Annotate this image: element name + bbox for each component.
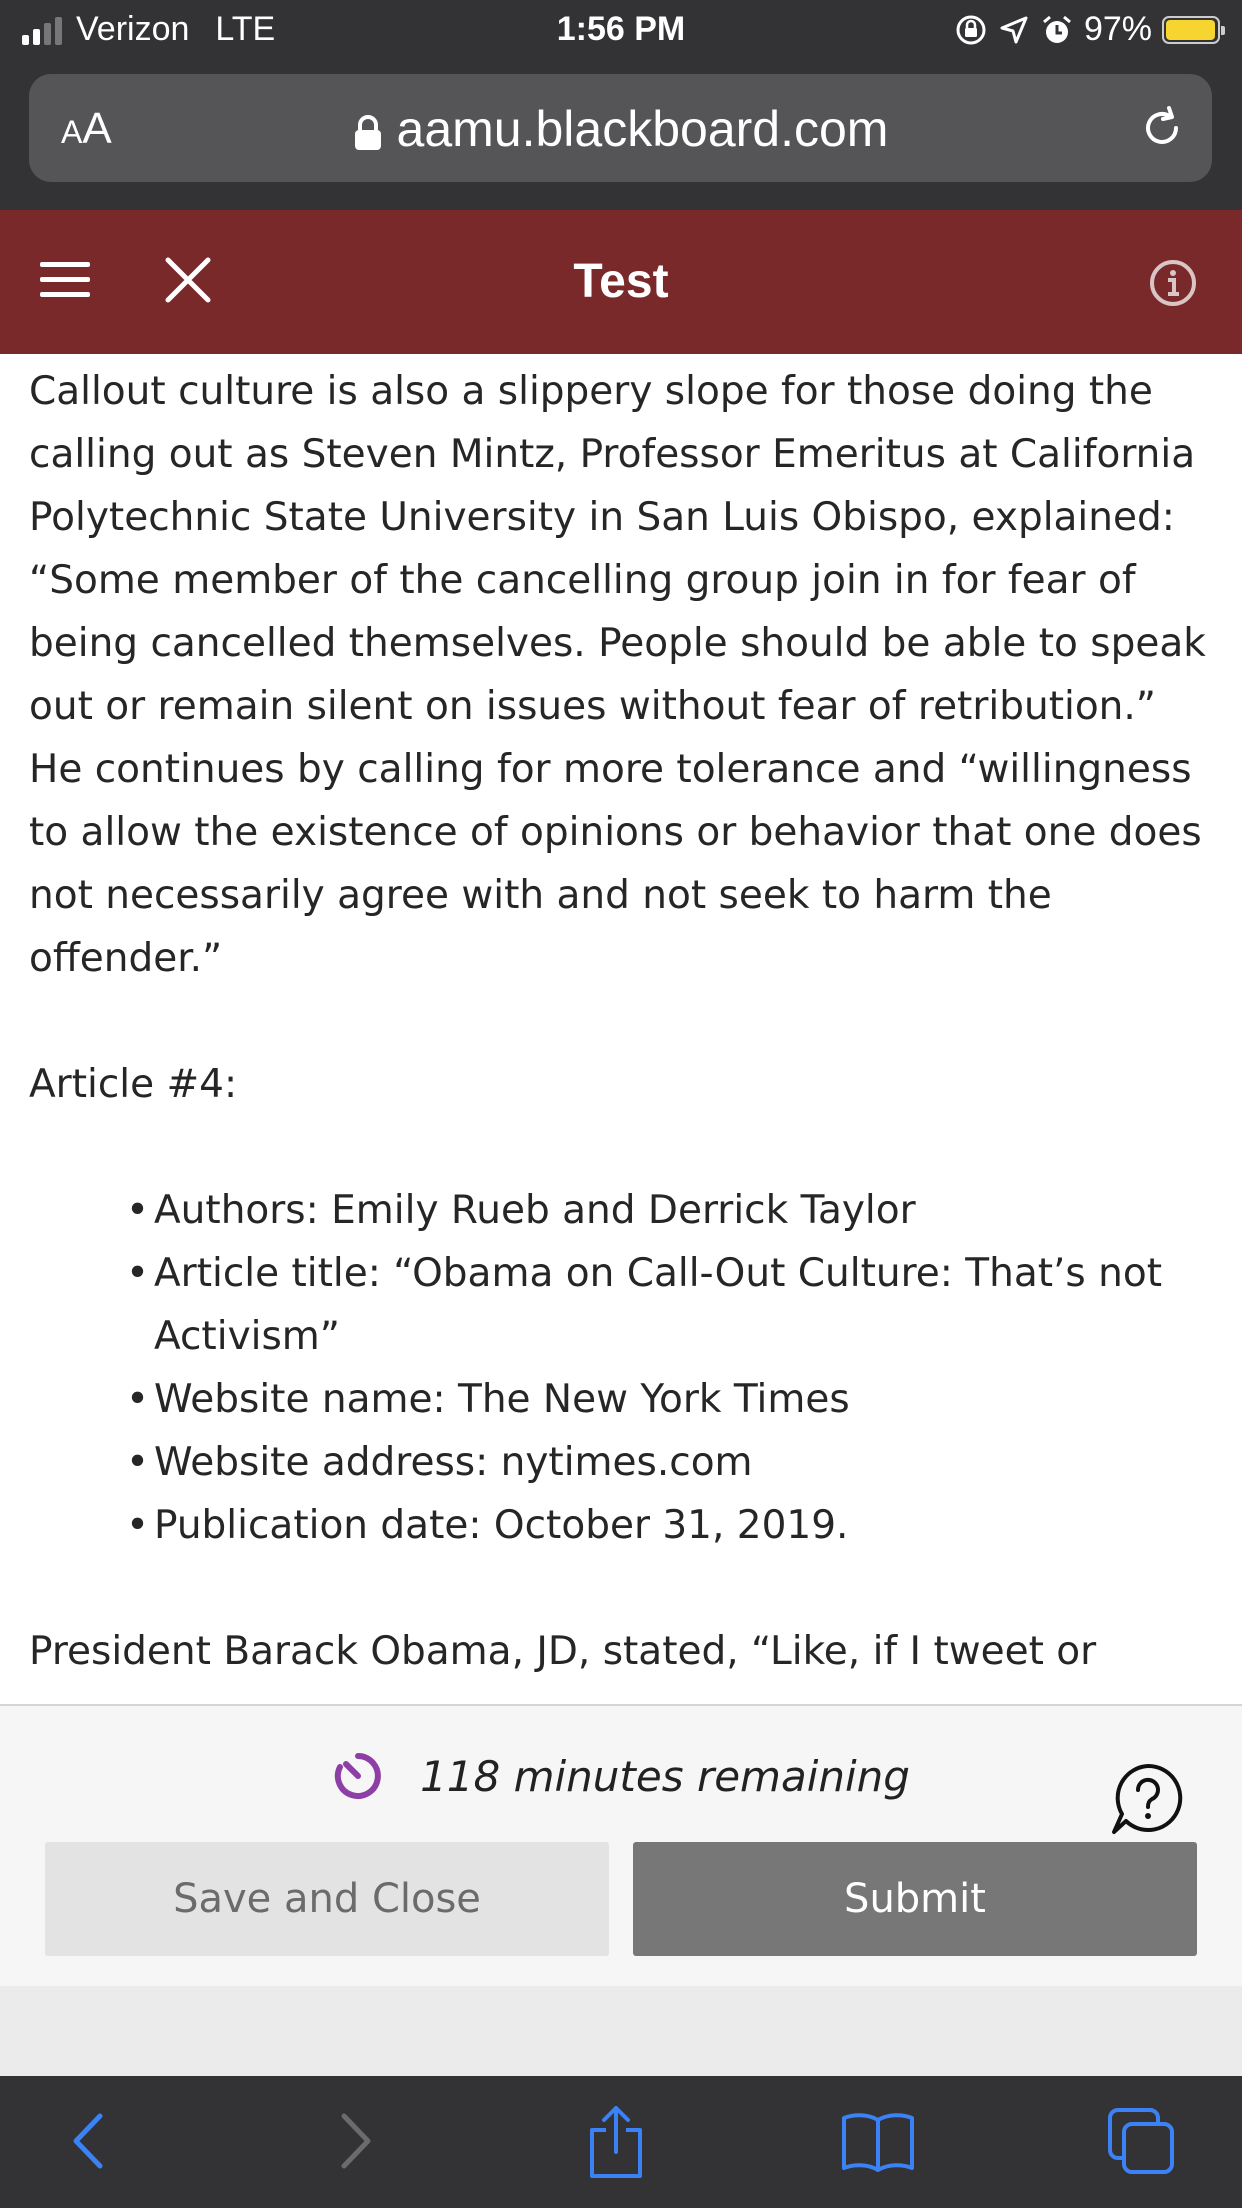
save-and-close-button[interactable]: Save and Close xyxy=(45,1842,609,1956)
page-title: Test xyxy=(573,255,669,308)
back-icon[interactable] xyxy=(64,2106,114,2176)
submit-button[interactable]: Submit xyxy=(633,1842,1197,1956)
article-details-list xyxy=(29,1179,1219,1557)
timer-icon xyxy=(332,1750,384,1802)
list-item: • Article title: “Obama on Call-Out Culture: That’s not Activism” xyxy=(154,1242,1219,1368)
list-item: • Publication date: October 31, 2019. xyxy=(154,1494,1219,1557)
timer xyxy=(0,1750,1242,1802)
question-content xyxy=(29,360,1219,1700)
status-time: 1:56 PM xyxy=(556,10,686,48)
page-footer-band xyxy=(0,1986,1242,2076)
help-icon[interactable] xyxy=(1110,1762,1186,1838)
tabs-icon[interactable] xyxy=(1106,2106,1178,2176)
bookmarks-icon[interactable] xyxy=(840,2110,916,2174)
content-paragraph: Callout culture is also a slippery slope for those doing the calling out as Steven Mintz, Professor Emeritus at California Polytechnic State University in San Luis Obispo, explained: “Some member of the cancelling group join in for fear of being cancelled themselves. People should be able to speak out or remain silent on issues without fear of retribution.” He continues by calling for more tolerance and “willingness to allow the existence of opinions or behavior that one does not necessarily agree with and not seek to harm the offender.” xyxy=(29,369,1206,981)
list-item: • Website address: nytimes.com xyxy=(154,1431,1219,1494)
test-header xyxy=(0,210,1242,354)
address-bar[interactable] xyxy=(29,74,1212,182)
text-size-button[interactable]: AA xyxy=(61,104,112,153)
alarm-icon xyxy=(1040,13,1074,47)
list-item: • Authors: Emily Rueb and Derrick Taylor xyxy=(154,1179,1219,1242)
forward-icon[interactable] xyxy=(330,2106,380,2176)
battery-percent: 97% xyxy=(1083,10,1152,48)
list-item: • Website name: The New York Times xyxy=(154,1368,1219,1431)
article-heading: Article #4: xyxy=(29,1062,238,1107)
info-icon[interactable] xyxy=(1148,258,1198,308)
share-icon[interactable] xyxy=(586,2104,646,2180)
status-bar xyxy=(0,0,1242,62)
location-icon xyxy=(998,14,1030,46)
content-paragraph: President Barack Obama, JD, stated, “Like, if I tweet or xyxy=(29,1629,1097,1674)
orientation-lock-icon xyxy=(954,13,988,47)
reload-icon[interactable] xyxy=(1136,102,1188,154)
browser-address-area xyxy=(0,62,1242,210)
lock-icon xyxy=(353,114,383,152)
test-action-panel xyxy=(0,1704,1242,1988)
time-remaining: 118 minutes remaining xyxy=(420,1751,910,1801)
browser-toolbar xyxy=(0,2076,1242,2208)
carrier-name: Verizon xyxy=(76,10,190,48)
url-text: aamu.blackboard.com xyxy=(396,101,889,157)
battery-icon xyxy=(1162,16,1220,44)
network-type: LTE xyxy=(215,10,276,48)
